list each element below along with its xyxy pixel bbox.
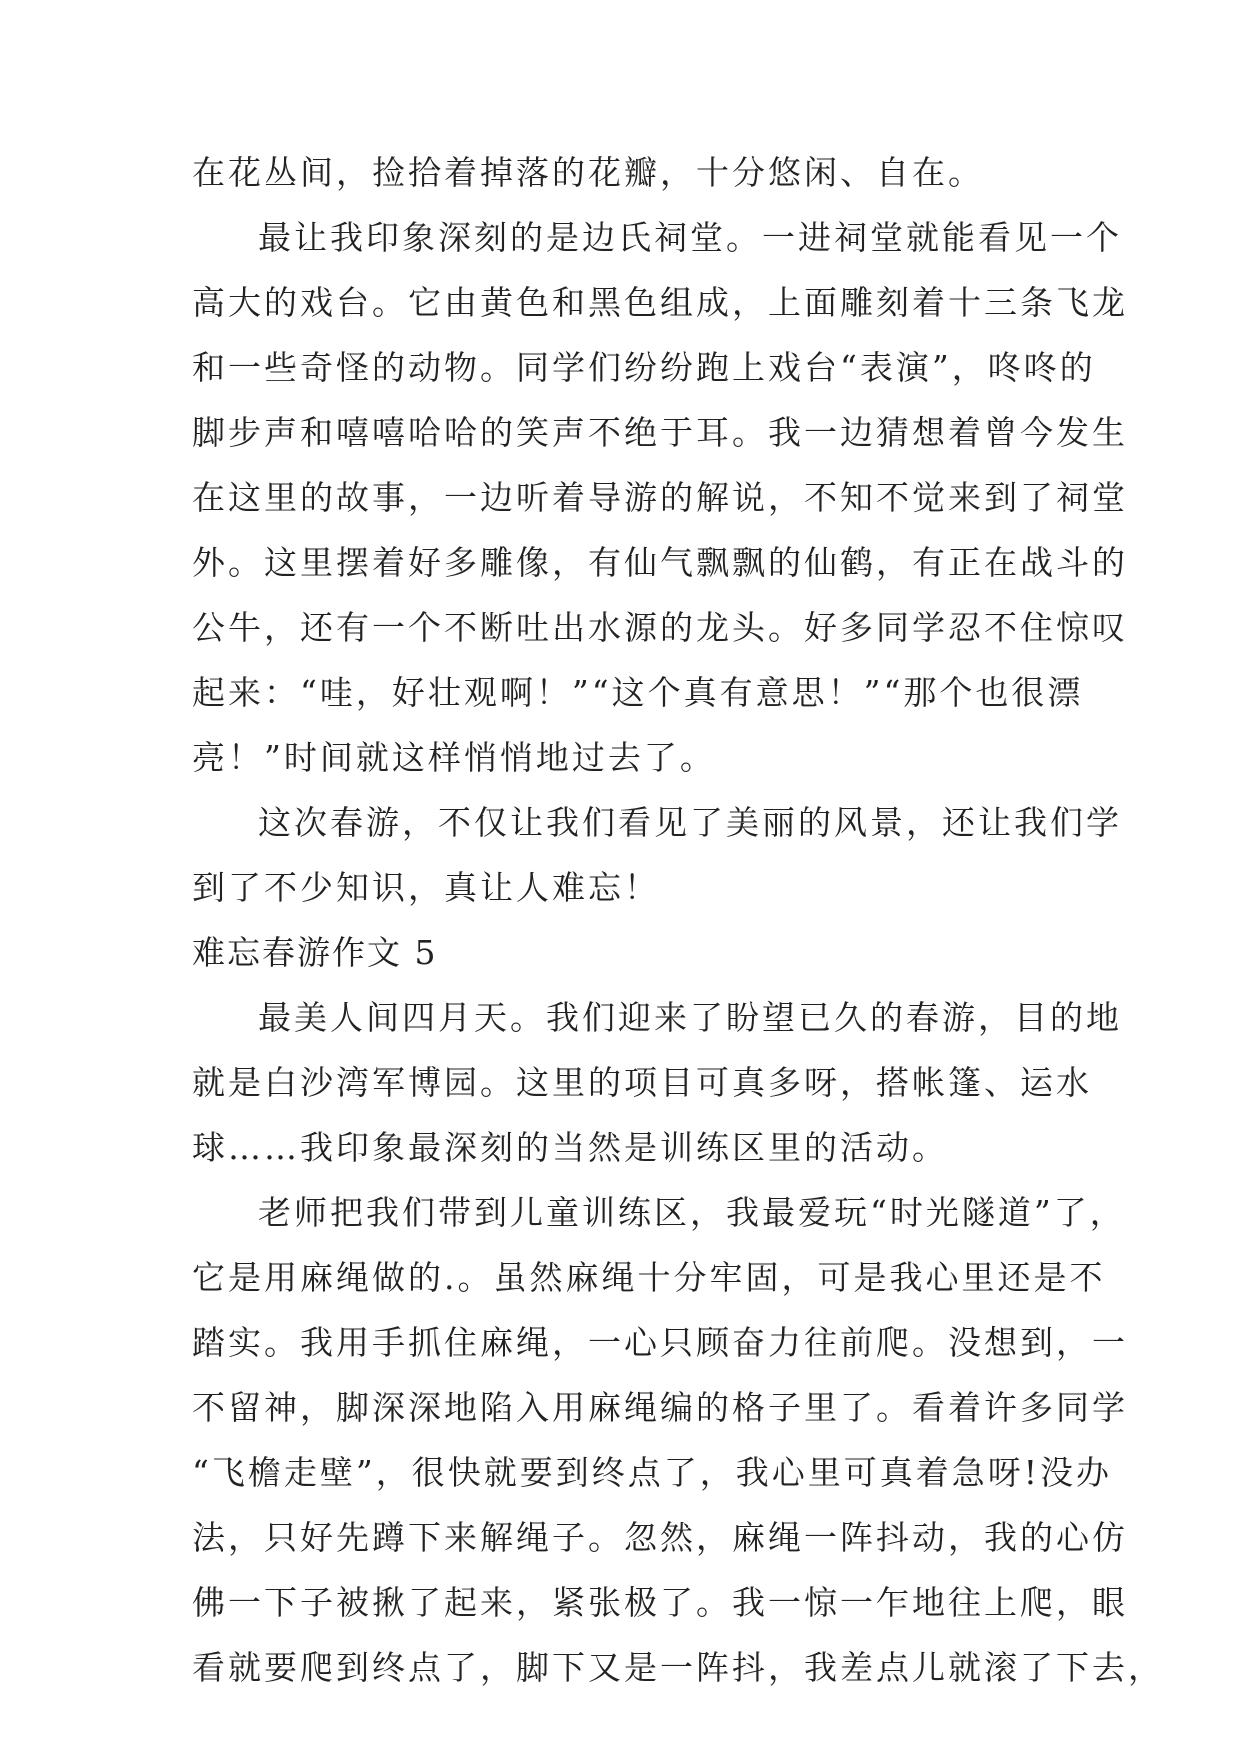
text-line: 和一些奇怪的动物。同学们纷纷跑上戏台“表演”，咚咚的 [192, 348, 1096, 387]
text-line: 老师把我们带到儿童训练区，我最爱玩“时光隧道”了， [258, 1193, 1126, 1232]
text-line: 起来：“哇，好壮观啊！”“这个真有意思！”“那个也很漂 [192, 673, 1084, 712]
text-line: 球……我印象最深刻的当然是训练区里的活动。 [192, 1128, 948, 1167]
text-line: 法，只好先蹲下来解绳子。忽然，麻绳一阵抖动，我的心仿 [192, 1518, 1128, 1557]
text-line: 最让我印象深刻的是边氏祠堂。一进祠堂就能看见一个 [258, 218, 1122, 257]
text-line: 不留神，脚深深地陷入用麻绳编的格子里了。看着许多同学 [192, 1388, 1128, 1427]
text-line: 佛一下子被揪了起来，紧张极了。我一惊一乍地往上爬，眼 [192, 1583, 1128, 1622]
text-line: 在花丛间，捡拾着掉落的花瓣，十分悠闲、自在。 [192, 153, 984, 192]
text-line: 踏实。我用手抓住麻绳，一心只顾奋力往前爬。没想到，一 [192, 1323, 1128, 1362]
text-line: 亮！”时间就这样悄悄地过去了。 [192, 738, 716, 777]
text-line: 外。这里摆着好多雕像，有仙气飘飘的仙鹤，有正在战斗的 [192, 543, 1128, 582]
text-line: “飞檐走壁”，很快就要到终点了，我心里可真着急呀!没办 [192, 1453, 1113, 1492]
text-line: 这次春游，不仅让我们看见了美丽的风景，还让我们学 [258, 803, 1122, 842]
text-line: 它是用麻绳做的.。虽然麻绳十分牢固，可是我心里还是不 [192, 1258, 1106, 1297]
text-line: 在这里的故事，一边听着导游的解说，不知不觉来到了祠堂 [192, 478, 1128, 517]
text-line: 看就要爬到终点了，脚下又是一阵抖，我差点儿就滚了下去， [192, 1648, 1164, 1687]
document-page [192, 140, 1164, 1700]
text-line: 脚步声和嘻嘻哈哈的笑声不绝于耳。我一边猜想着曾今发生 [192, 413, 1128, 452]
text-line: 到了不少知识，真让人难忘！ [192, 868, 660, 907]
text-line: 最美人间四月天。我们迎来了盼望已久的春游，目的地 [258, 998, 1122, 1037]
text-line: 就是白沙湾军博园。这里的项目可真多呀，搭帐篷、运水 [192, 1063, 1092, 1102]
section-heading: 难忘春游作文 5 [192, 933, 438, 972]
text-line: 高大的戏台。它由黄色和黑色组成，上面雕刻着十三条飞龙 [192, 283, 1128, 322]
text-line: 公牛，还有一个不断吐出水源的龙头。好多同学忍不住惊叹 [192, 608, 1128, 647]
